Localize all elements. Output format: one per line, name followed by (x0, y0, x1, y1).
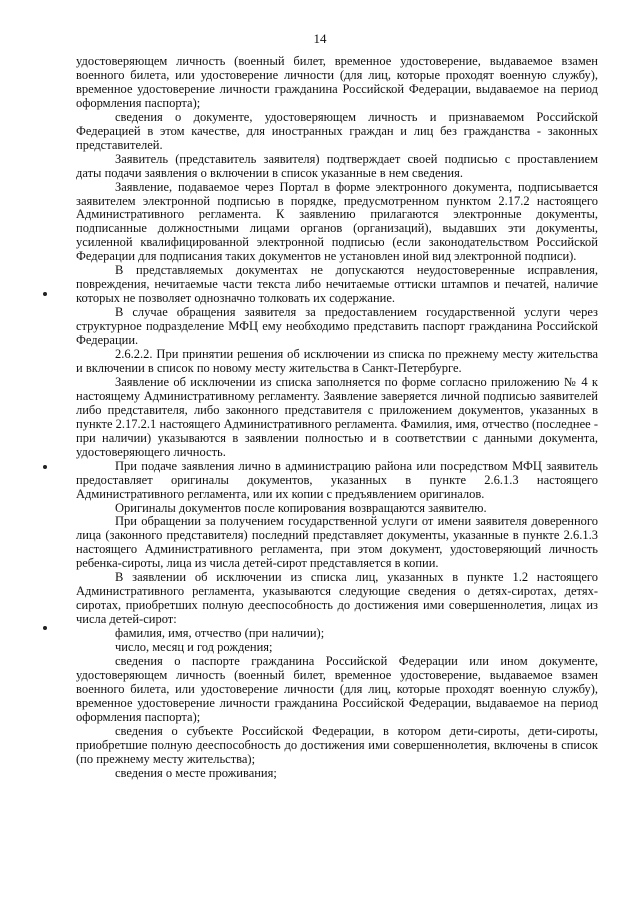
margin-mark (43, 292, 47, 296)
page-number: 14 (313, 31, 327, 46)
paragraph: фамилия, имя, отчество (при наличии); (115, 626, 325, 641)
paragraph: сведения о паспорте гражданина Российской Федерации или ином документе, удостоверяющем личность (военный билет, временное удостоверение, выдаваемое взамен военного билета, или удостоверение личности (для лиц, которые проходят военную службу), временное удостоверение личности гражданина Российской Федерации, выдаваемое на период оформления паспорта); (76, 653, 598, 724)
paragraph: сведения о субъекте Российской Федерации, в котором дети-сироты, дети-сироты, приобретшие полную дееспособность до достижения ими совершеннолетия, включены в список (по прежнему месту жительства); (76, 723, 598, 766)
document-body (76, 55, 598, 781)
paragraph: число, месяц и год рождения; (115, 640, 273, 655)
paragraph: Заявитель (представитель заявителя) подтверждает своей подписью с проставлением даты подачи заявления о включении в список указанные в нем сведения. (76, 151, 598, 180)
paragraph: сведения о документе, удостоверяющем личность и признаваемом Российской Федерацией в этом качестве, для иностранных граждан и лиц без гражданства - законных представителей. (76, 109, 598, 152)
margin-mark (43, 465, 47, 469)
paragraph: В заявлении об исключении из списка лиц, указанных в пункте 1.2 настоящего Административного регламента, указываются следующие сведения о детях-сиротах, детях-сиротах, приобретших полную дееспособность до достижения ими совершеннолетия, лицах из числа детей-сирот: (76, 570, 598, 627)
paragraph: Оригиналы документов после копирования возвращаются заявителю. (115, 500, 487, 515)
paragraph: Заявление, подаваемое через Портал в форме электронного документа, подписывается заявителем электронной подписью в порядке, предусмотренном пунктом 2.17.2 настоящего Административного регламента. К заявлению прилагаются электронные документы, подписанные должностными лицами органов (организаций), выдавших эти документы, усиленной квалифицированной электронной подписью (если законодательством Российской Федерации для подписания таких документов не установлен иной вид электронной подписи). (76, 179, 598, 264)
paragraph: При подаче заявления лично в администрацию района или посредством МФЦ заявитель предоставляет оригиналы документов, указанных в пункте 2.6.1.3 настоящего Административного регламента, или их копии с предъявлением оригиналов. (76, 458, 598, 501)
paragraph: 2.6.2.2. При принятии решения об исключении из списка по прежнему месту жительства и включении в список по новому месту жительства в Санкт-Петербурге. (76, 347, 598, 375)
paragraph: В представляемых документах не допускаются неудостоверенные исправления, повреждения, нечитаемые части текста либо нечитаемые оттиски штампов и печатей, наличие которых не позволяет однозначно толковать их содержание. (76, 263, 598, 306)
paragraph: удостоверяющем личность (военный билет, временное удостоверение, выдаваемое взамен военного билета, или удостоверение личности (для лиц, которые проходят военную службу), временное удостоверение личности гражданина Российской Федерации, выдаваемое на период оформления паспорта); (76, 54, 598, 110)
paragraph: В случае обращения заявителя за предоставлением государственной услуги через структурное подразделение МФЦ ему необходимо представить паспорт гражданина Российской Федерации. (76, 305, 598, 348)
paragraph: Заявление об исключении из списка заполняется по форме согласно приложению № 4 к настоящему Административному регламенту. Заявление заверяется личной подписью заявителей либо представителя, либо законного представителя с приложением документов, указанных в пункте 2.17.2.1 настоящего Административного регламента. Фамилия, имя, отчество (последнее - при наличии) указываются в заявлении полностью и в соответствии с данными документа, удостоверяющего личность. (76, 374, 598, 459)
paragraph: сведения о месте проживания; (115, 765, 277, 780)
margin-mark (43, 626, 47, 630)
paragraph: При обращении за получением государственной услуги от имени заявителя доверенного лица (законного представителя) последний представляет документы, указанные в пункте 2.6.1.3 настоящего Административного регламента, при этом документ, удостоверяющий личность ребенка-сироты, лица из числа детей-сирот представляется в копии. (76, 514, 598, 571)
